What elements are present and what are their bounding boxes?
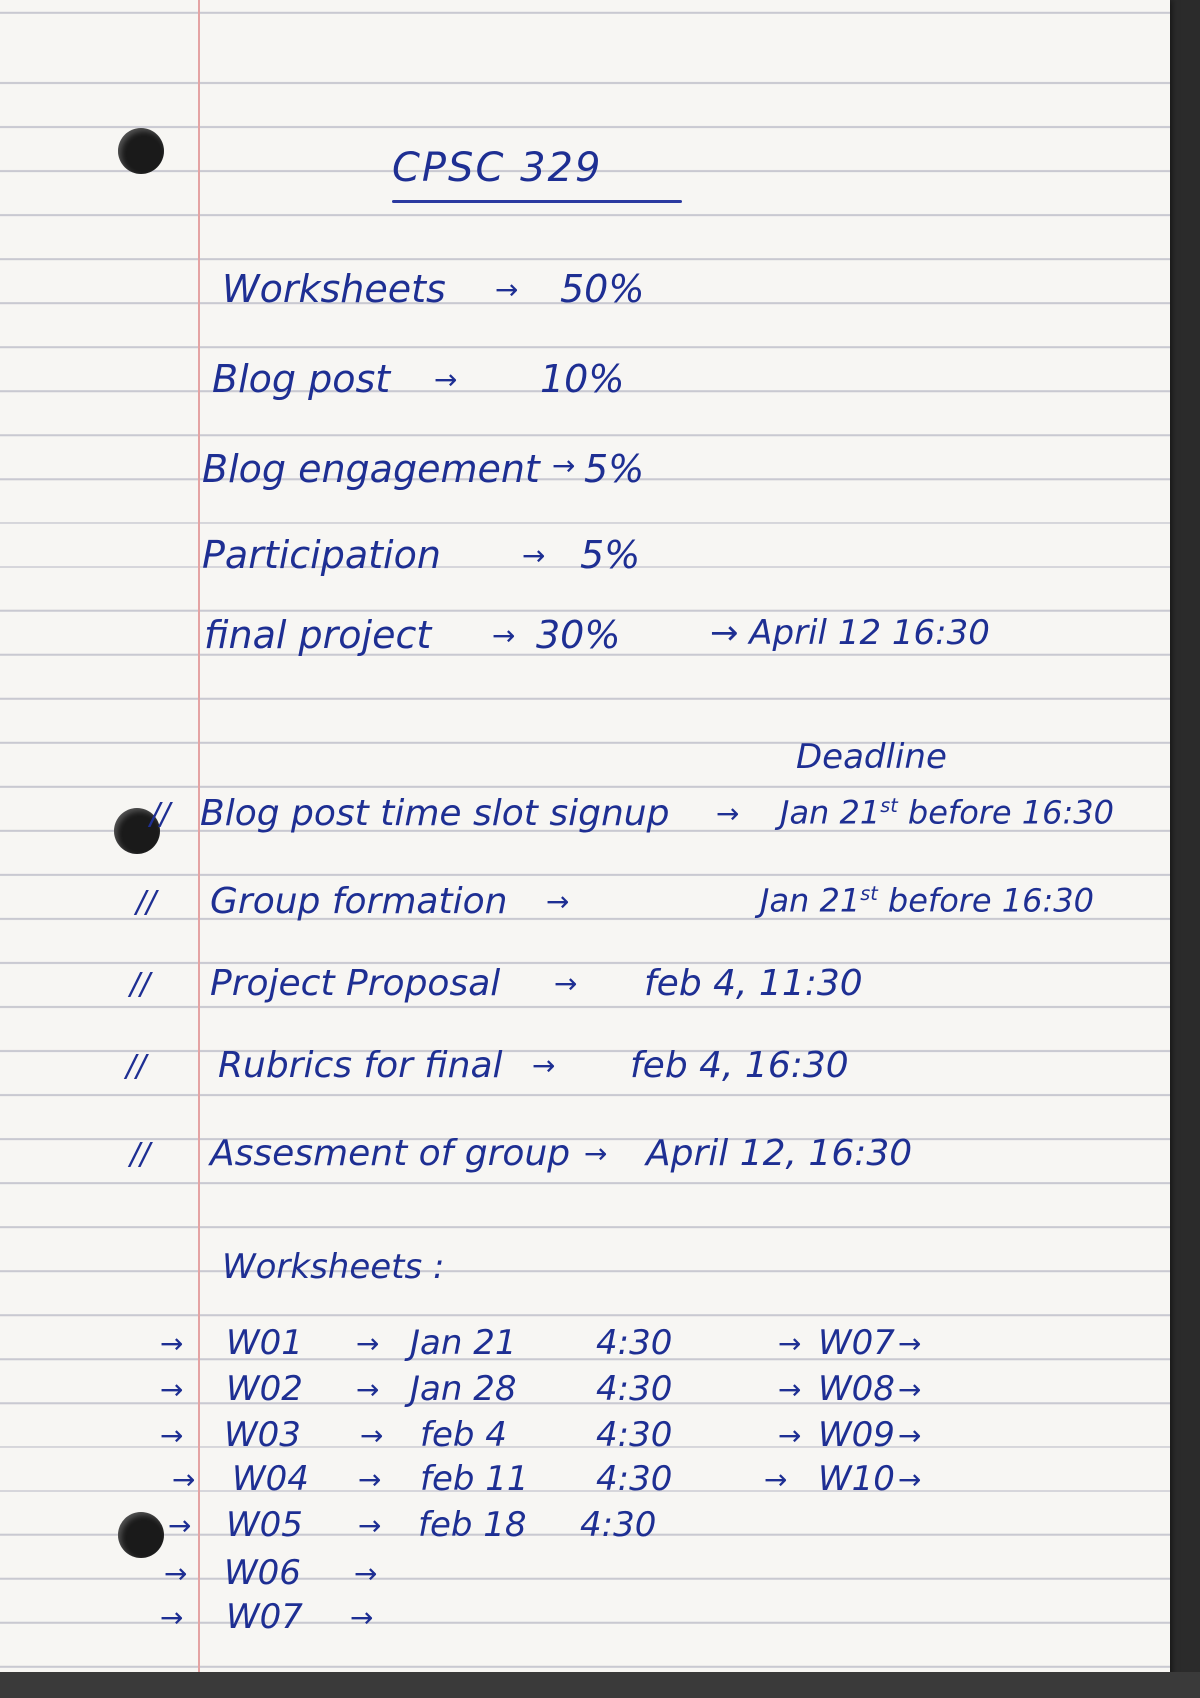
worksheet-code: W08 — [818, 1369, 895, 1409]
deadline-date: Jan 21st before 16:30 — [780, 793, 1114, 832]
checkmark: // — [126, 1049, 147, 1084]
arrow-icon: → — [552, 449, 576, 482]
deadline-label: Rubrics for final — [218, 1045, 503, 1086]
worksheet-code: W09 — [818, 1415, 895, 1455]
worksheet-code: W06 — [224, 1553, 301, 1593]
worksheet-date: feb 11 — [420, 1459, 529, 1499]
checkmark: // — [150, 797, 171, 832]
deadline-date: feb 4, 16:30 — [630, 1045, 849, 1086]
arrow-icon: → — [358, 1463, 382, 1496]
page-title: CPSC 329 — [392, 145, 603, 191]
deadline-label: Blog post time slot signup — [200, 793, 670, 834]
deadline-label: Assesment of group — [210, 1133, 571, 1174]
arrow-icon: → — [764, 1463, 788, 1496]
grading-weight: 5% — [584, 447, 645, 491]
arrow-icon: → — [492, 619, 516, 652]
arrow-icon: → — [358, 1509, 382, 1542]
grading-label: Blog post — [212, 357, 391, 401]
punch-hole — [118, 128, 164, 174]
deadline-header: Deadline — [796, 737, 947, 777]
worksheet-code: W01 — [226, 1323, 303, 1363]
worksheet-time: 4:30 — [580, 1505, 657, 1545]
worksheet-code: W07 — [226, 1597, 303, 1637]
worksheet-code: W10 — [818, 1459, 895, 1499]
arrow-icon: → — [434, 363, 458, 396]
margin-line — [198, 0, 200, 1698]
arrow-icon: → — [160, 1601, 184, 1634]
arrow-icon: → — [584, 1137, 608, 1170]
grading-weight: 30% — [536, 613, 621, 657]
punch-hole — [118, 1512, 164, 1558]
arrow-icon: → — [522, 539, 546, 572]
arrow-icon: → — [495, 273, 519, 306]
title-underline — [392, 200, 682, 203]
deadline-label: Group formation — [210, 881, 508, 922]
worksheets-header: Worksheets : — [222, 1247, 445, 1287]
worksheet-date: Jan 28 — [410, 1369, 517, 1409]
deadline-date: feb 4, 11:30 — [644, 963, 863, 1004]
checkmark: // — [130, 1137, 151, 1172]
grading-label: Blog engagement — [202, 447, 540, 491]
grading-label: final project — [204, 613, 432, 657]
worksheet-date: Jan 21 — [410, 1323, 517, 1363]
worksheet-code: W02 — [226, 1369, 303, 1409]
arrow-icon: → — [898, 1419, 922, 1452]
arrow-icon: → — [546, 885, 570, 918]
arrow-icon: → — [172, 1463, 196, 1496]
grading-weight: 10% — [540, 357, 625, 401]
grading-weight: 5% — [580, 533, 641, 577]
worksheet-code: W05 — [226, 1505, 303, 1545]
worksheet-time: 4:30 — [596, 1415, 673, 1455]
worksheet-time: 4:30 — [596, 1459, 673, 1499]
arrow-icon: → — [356, 1373, 380, 1406]
arrow-icon: → — [778, 1419, 802, 1452]
deadline-date: Jan 21st before 16:30 — [760, 881, 1094, 920]
arrow-icon: → — [898, 1327, 922, 1360]
deadline-date: April 12, 16:30 — [646, 1133, 913, 1174]
arrow-icon: → — [160, 1419, 184, 1452]
grading-weight: 50% — [560, 267, 645, 311]
worksheet-code: W04 — [232, 1459, 309, 1499]
arrow-icon: → — [168, 1509, 192, 1542]
worksheet-code: W03 — [224, 1415, 301, 1455]
checkmark: // — [136, 885, 157, 920]
arrow-icon: → — [160, 1327, 184, 1360]
arrow-icon: → — [354, 1557, 378, 1590]
grading-label: Participation — [202, 533, 441, 577]
checkmark: // — [130, 967, 151, 1002]
arrow-icon: → — [778, 1327, 802, 1360]
worksheet-date: feb 4 — [420, 1415, 507, 1455]
grading-label: Worksheets — [222, 267, 446, 311]
worksheet-code: W07 — [818, 1323, 895, 1363]
arrow-icon: → — [160, 1373, 184, 1406]
worksheet-time: 4:30 — [596, 1369, 673, 1409]
arrow-icon: → — [898, 1463, 922, 1496]
arrow-icon: → — [164, 1557, 188, 1590]
arrow-icon: → — [360, 1419, 384, 1452]
arrow-icon: → — [554, 967, 578, 1000]
arrow-icon: → — [778, 1373, 802, 1406]
deadline-label: Project Proposal — [210, 963, 501, 1004]
arrow-icon: → — [532, 1049, 556, 1082]
worksheet-time: 4:30 — [596, 1323, 673, 1363]
arrow-icon: → — [716, 797, 740, 830]
scan-background — [0, 1672, 1200, 1698]
arrow-icon: → — [356, 1327, 380, 1360]
final-project-deadline: → April 12 16:30 — [710, 613, 990, 653]
worksheet-date: feb 18 — [418, 1505, 527, 1545]
arrow-icon: → — [898, 1373, 922, 1406]
arrow-icon: → — [350, 1601, 374, 1634]
